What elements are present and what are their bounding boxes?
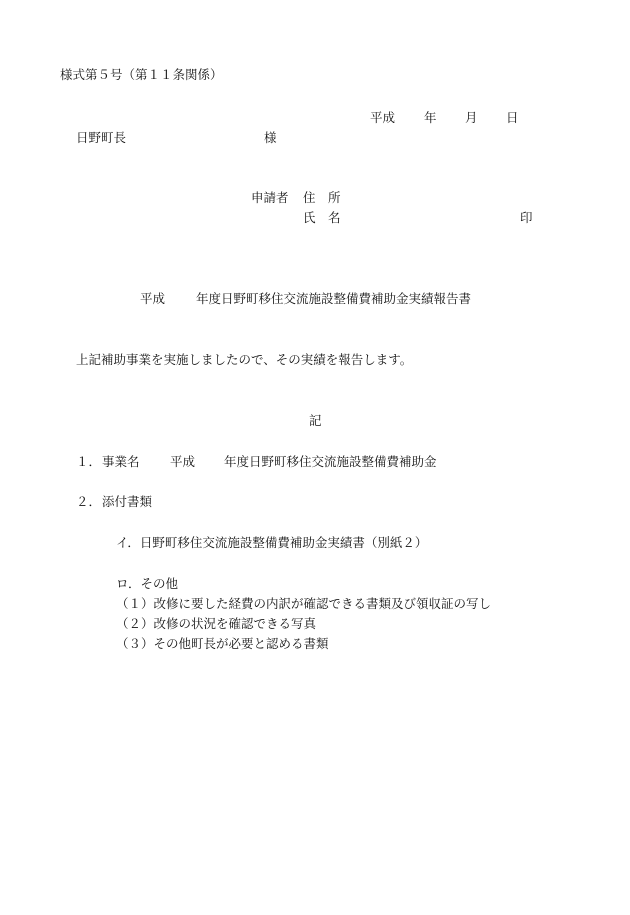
date-era: 平成 xyxy=(370,110,396,125)
date-year: 年 xyxy=(424,110,437,125)
title-era: 平成 xyxy=(140,291,166,306)
form-number: 様式第５号（第１１条関係） xyxy=(60,67,223,82)
address-label: 住 所 xyxy=(303,190,341,205)
seal-mark: 印 xyxy=(520,210,533,225)
item-2-sub-ro: ロ．その他 xyxy=(116,576,179,591)
ki-heading: 記 xyxy=(309,413,322,428)
list-item: （３）その他町長が必要と認める書類 xyxy=(116,636,329,651)
name-label: 氏 名 xyxy=(303,210,341,225)
date-day: 日 xyxy=(506,110,519,125)
date-month: 月 xyxy=(465,110,478,125)
item-1-era: 平成 xyxy=(170,454,196,469)
item-2-sub-i: イ．日野町移住交流施設整備費補助金実績書（別紙２） xyxy=(116,535,428,550)
addressee-honorific: 様 xyxy=(264,130,277,145)
list-item: （２）改修の状況を確認できる写真 xyxy=(116,616,317,631)
applicant-label: 申請者 xyxy=(251,190,289,205)
body-text: 上記補助事業を実施しましたので、その実績を報告します。 xyxy=(76,352,413,367)
item-1-label: 事業名 xyxy=(102,454,140,469)
list-item: （１）改修に要した経費の内訳が確認できる書類及び領収証の写し xyxy=(116,596,492,611)
item-2-number: ２． xyxy=(76,494,102,509)
item-1-number: １． xyxy=(76,454,102,469)
title-text: 年度日野町移住交流施設整備費補助金実績報告書 xyxy=(196,291,472,306)
item-2-label: 添付書類 xyxy=(102,494,153,509)
item-1-value: 年度日野町移住交流施設整備費補助金 xyxy=(224,454,437,469)
addressee-name: 日野町長 xyxy=(76,130,127,145)
